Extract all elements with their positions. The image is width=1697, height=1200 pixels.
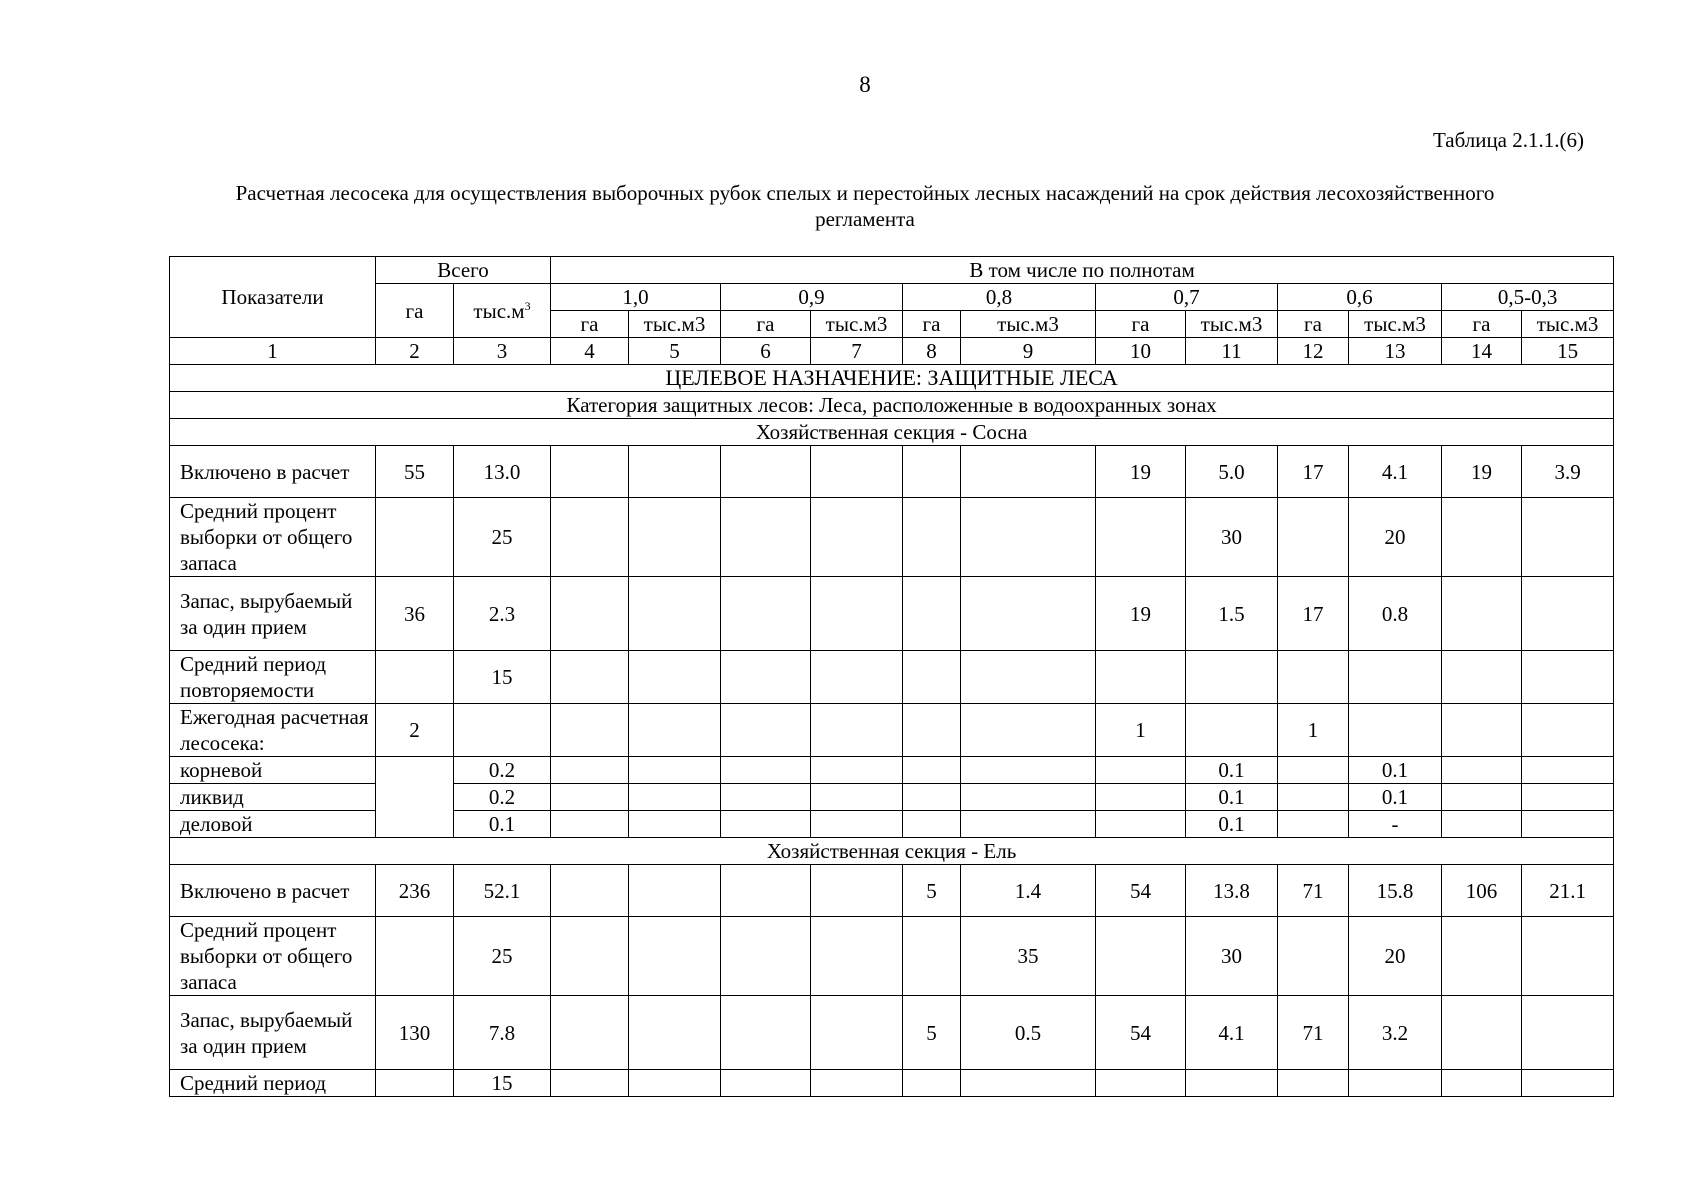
table-cell: 21.1 [1522,865,1614,917]
header-density-1: 1,0 [551,284,721,311]
table-cell: 0.1 [1349,757,1442,784]
table-cell [629,865,721,917]
table-cell [376,1070,454,1097]
table-cell: 0.2 [454,757,551,784]
table-cell [1442,784,1522,811]
table-cell: 52.1 [454,865,551,917]
row-label: Включено в расчет [170,865,376,917]
table-cell [629,498,721,577]
header-total-ha: га [376,284,454,338]
table-cell [1096,784,1186,811]
table-cell [629,446,721,498]
table-cell [811,784,903,811]
table-cell [1522,704,1614,757]
table-cell [551,704,629,757]
column-number: 5 [629,338,721,365]
table-cell [551,1070,629,1097]
table-cell [1442,1070,1522,1097]
table-cell [1349,651,1442,704]
table-cell [1442,811,1522,838]
table-cell: 1.5 [1186,577,1278,651]
table-cell: 20 [1349,917,1442,996]
table-cell: 0.8 [1349,577,1442,651]
header-volume: тыс.м3 [1349,311,1442,338]
merged-ha-cell [376,757,454,838]
column-number: 12 [1278,338,1349,365]
table-cell [629,1070,721,1097]
table-cell [1349,704,1442,757]
table-cell [811,1070,903,1097]
header-ha: га [1096,311,1186,338]
table-cell: 0.1 [1186,811,1278,838]
table-cell [811,704,903,757]
table-cell [721,1070,811,1097]
table-cell: 30 [1186,917,1278,996]
table-cell [721,498,811,577]
table-cell [1278,498,1349,577]
column-number: 2 [376,338,454,365]
header-volume: тыс.м3 [811,311,903,338]
table-cell [1442,757,1522,784]
row-label: ликвид [170,784,376,811]
table-cell [629,757,721,784]
table-row [170,651,1614,704]
table-cell [1278,1070,1349,1097]
section-heading: Хозяйственная секция - Ель [170,838,1614,865]
table-cell [1278,784,1349,811]
column-number: 3 [454,338,551,365]
table-cell [1096,498,1186,577]
table-cell [1522,784,1614,811]
table-cell [1096,1070,1186,1097]
table-cell: 2.3 [454,577,551,651]
table-cell [903,446,961,498]
row-label: Запас, вырубаемый за один прием [170,996,376,1070]
table-cell [1442,651,1522,704]
table-cell: 4.1 [1349,446,1442,498]
table-cell: 0.1 [1349,784,1442,811]
header-total-volume [454,284,551,338]
table-cell [1522,757,1614,784]
table-cell [1096,757,1186,784]
header-volume: тыс.м3 [1186,311,1278,338]
header-indicators: Показатели [170,257,376,338]
table-cell [1278,811,1349,838]
table-cell [629,784,721,811]
table-row [170,498,1614,577]
row-label: деловой [170,811,376,838]
table-cell [961,498,1096,577]
table-cell [551,446,629,498]
table-cell [1442,917,1522,996]
table-cell [721,704,811,757]
table-subrow [170,757,1614,784]
table-cell: 0.5 [961,996,1096,1070]
row-label: Средний период [170,1070,376,1097]
table-cell: 3.9 [1522,446,1614,498]
column-number: 4 [551,338,629,365]
table-row [170,1070,1614,1097]
table-cell: 17 [1278,577,1349,651]
table-cell [811,865,903,917]
column-number-row [170,338,1614,365]
header-row-1 [170,257,1614,284]
table-cell [1522,917,1614,996]
table-cell: 36 [376,577,454,651]
table-cell [903,811,961,838]
table-cell [376,498,454,577]
table-cell [629,704,721,757]
header-row-2 [170,284,1614,311]
table-cell [1186,1070,1278,1097]
table-cell: 7.8 [454,996,551,1070]
section-heading: Хозяйственная секция - Сосна [170,419,1614,446]
table-cell [811,577,903,651]
table-cell: 2 [376,704,454,757]
table-cell: 5.0 [1186,446,1278,498]
purpose-heading: ЦЕЛЕВОЕ НАЗНАЧЕНИЕ: ЗАЩИТНЫЕ ЛЕСА [170,365,1614,392]
header-including: В том числе по полнотам [551,257,1614,284]
table-cell: 5 [903,865,961,917]
table-cell [721,651,811,704]
header-total-volume-exp: 3 [524,298,531,313]
table-cell [1096,651,1186,704]
table-cell: 55 [376,446,454,498]
table-cell: 25 [454,917,551,996]
table-cell [629,577,721,651]
table-cell [903,1070,961,1097]
table-cell [551,917,629,996]
table-cell [961,1070,1096,1097]
table-cell [811,917,903,996]
table-cell [721,865,811,917]
table-cell: 236 [376,865,454,917]
header-density-5: 0,6 [1278,284,1442,311]
table-cell [961,757,1096,784]
table-cell [721,917,811,996]
table-cell [1522,577,1614,651]
table-cell [961,577,1096,651]
purpose-row [170,365,1614,392]
table-cell [629,811,721,838]
section-heading-row [170,838,1614,865]
table-cell: 0.1 [1186,784,1278,811]
table-cell [1522,811,1614,838]
section-heading-row [170,419,1614,446]
header-ha: га [551,311,629,338]
table-cell [551,784,629,811]
table-cell [376,917,454,996]
row-label: Включено в расчет [170,446,376,498]
table-row [170,996,1614,1070]
table-cell: 1 [1278,704,1349,757]
table-cell [721,577,811,651]
table-cell: 3.2 [1349,996,1442,1070]
table-cell [551,865,629,917]
table-cell [1278,651,1349,704]
column-number: 13 [1349,338,1442,365]
table-cell [454,704,551,757]
table-cell [629,651,721,704]
table-cell: 71 [1278,865,1349,917]
table-cell: 19 [1442,446,1522,498]
column-number: 8 [903,338,961,365]
table-cell: 106 [1442,865,1522,917]
table-cell [629,917,721,996]
table-cell: 130 [376,996,454,1070]
allowable-cut-table [169,256,1614,1097]
table-cell: 13.0 [454,446,551,498]
table-cell: 25 [454,498,551,577]
table-cell: 30 [1186,498,1278,577]
table-cell: - [1349,811,1442,838]
column-number: 9 [961,338,1096,365]
category-row [170,392,1614,419]
table-row [170,704,1614,757]
table-cell [1522,996,1614,1070]
table-cell [903,757,961,784]
table-cell [721,757,811,784]
column-number: 14 [1442,338,1522,365]
page-number: 8 [859,72,871,97]
table-cell [1442,498,1522,577]
table-cell [1096,917,1186,996]
table-cell [1278,917,1349,996]
header-volume: тыс.м3 [1522,311,1614,338]
category-heading: Категория защитных лесов: Леса, расположенные в водоохранных зонах [170,392,1614,419]
table-cell [1186,651,1278,704]
table-cell [903,498,961,577]
table-cell [811,498,903,577]
table-cell [551,996,629,1070]
header-volume: тыс.м3 [961,311,1096,338]
column-number: 1 [170,338,376,365]
table-cell [551,811,629,838]
table-cell [721,784,811,811]
row-label: Ежегодная расчетная лесосека: [170,704,376,757]
table-cell [811,996,903,1070]
table-reference: Таблица 2.1.1.(6) [1432,128,1584,152]
table-cell [721,811,811,838]
table-cell [903,784,961,811]
table-cell: 0.1 [454,811,551,838]
table-cell [811,446,903,498]
header-total: Всего [376,257,551,284]
table-cell: 19 [1096,446,1186,498]
table-cell [1442,577,1522,651]
header-ha: га [1442,311,1522,338]
table-cell [903,704,961,757]
header-total-volume-base: тыс.м [473,298,525,323]
table-cell: 1 [1096,704,1186,757]
header-ha: га [903,311,961,338]
table-cell: 0.1 [1186,757,1278,784]
table-cell: 71 [1278,996,1349,1070]
table-cell: 35 [961,917,1096,996]
table-cell [1442,704,1522,757]
column-number: 6 [721,338,811,365]
table-cell [961,811,1096,838]
table-cell: 1.4 [961,865,1096,917]
table-cell [376,651,454,704]
table-cell [961,446,1096,498]
header-density-6: 0,5-0,3 [1442,284,1614,311]
table-cell: 17 [1278,446,1349,498]
table-cell: 54 [1096,996,1186,1070]
table-cell: 4.1 [1186,996,1278,1070]
row-label: корневой [170,757,376,784]
table-row [170,446,1614,498]
table-row [170,577,1614,651]
row-label: Средний процент выборки от общего запаса [170,917,376,996]
column-number: 11 [1186,338,1278,365]
table-cell: 20 [1349,498,1442,577]
table-cell [903,651,961,704]
table-cell [1278,757,1349,784]
table-cell [811,651,903,704]
header-ha: га [721,311,811,338]
column-number: 10 [1096,338,1186,365]
table-cell [551,577,629,651]
row-label: Средний процент выборки от общего запаса [170,498,376,577]
table-cell [811,757,903,784]
table-cell: 0.2 [454,784,551,811]
table-cell [961,704,1096,757]
table-cell [961,651,1096,704]
document-title: Расчетная лесосека для осуществления выборочных рубок спелых и перестойных лесных насаждений на срок действия лесохозяйственного регламента [235,181,1495,231]
table-cell [1186,704,1278,757]
header-volume: тыс.м3 [629,311,721,338]
table-cell: 13.8 [1186,865,1278,917]
table-cell [1349,1070,1442,1097]
table-cell [1096,811,1186,838]
table-cell: 15.8 [1349,865,1442,917]
table-cell [961,784,1096,811]
table-cell: 15 [454,1070,551,1097]
table-row [170,865,1614,917]
table-cell [1522,498,1614,577]
header-ha: га [1278,311,1349,338]
table-cell [629,996,721,1070]
table-cell [903,577,961,651]
table-cell: 5 [903,996,961,1070]
table-row [170,917,1614,996]
table-cell [551,757,629,784]
table-cell [551,498,629,577]
header-density-4: 0,7 [1096,284,1278,311]
row-label: Средний период повторяемости [170,651,376,704]
table-cell [551,651,629,704]
table-cell: 54 [1096,865,1186,917]
column-number: 7 [811,338,903,365]
row-label: Запас, вырубаемый за один прием [170,577,376,651]
table-cell [721,446,811,498]
header-density-3: 0,8 [903,284,1096,311]
table-cell [1522,651,1614,704]
table-cell [721,996,811,1070]
table-cell [1522,1070,1614,1097]
table-cell [811,811,903,838]
table-cell [903,917,961,996]
table-cell [1442,996,1522,1070]
table-cell: 15 [454,651,551,704]
column-number: 15 [1522,338,1614,365]
table-cell: 19 [1096,577,1186,651]
header-density-2: 0,9 [721,284,903,311]
